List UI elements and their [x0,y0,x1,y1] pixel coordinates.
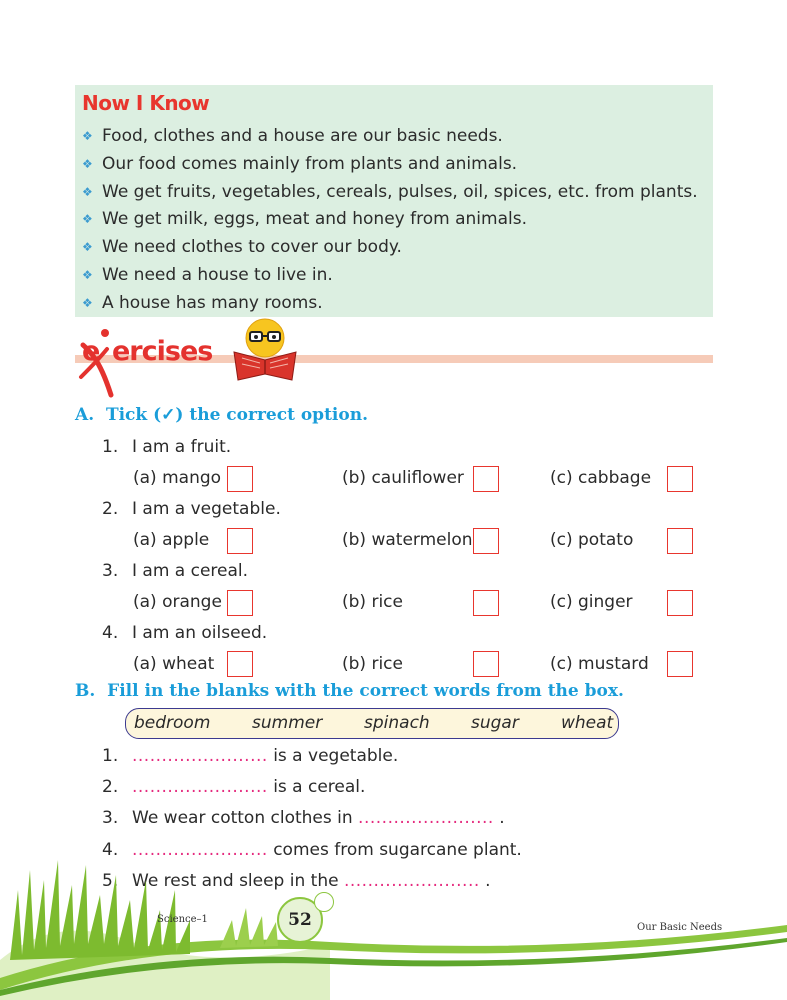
tick-box-3a[interactable] [227,590,253,616]
option-4c: (c) mustard [550,654,649,674]
option-1c: (c) cabbage [550,468,652,488]
diamond-bullet-icon: ❖ [82,156,93,171]
list-item: ❖ We need clothes to cover our body. [82,234,698,262]
list-item: ❖ Food, clothes and a house are our basic needs. [82,123,698,151]
section-b-heading: B. Fill in the blanks with the correct words from the box. [75,681,624,701]
exercises-x-mark-icon [77,325,117,400]
tick-box-2b[interactable] [473,528,499,554]
question-1: 1. I am a fruit. [102,437,232,457]
diamond-bullet-icon: ❖ [82,240,93,255]
section-a-heading: A. Tick (✓) the correct option. [75,405,369,425]
tick-box-3b[interactable] [473,590,499,616]
tick-box-4a[interactable] [227,651,253,677]
fill-item-2: 2. ....................... is a cereal. [102,777,366,797]
word-box [125,708,619,739]
word-option: sugar [471,713,519,733]
tick-box-1b[interactable] [473,466,499,492]
option-2c: (c) potato [550,530,634,550]
option-4b: (b) rice [342,654,403,674]
word-option: summer [252,713,323,733]
option-4a: (a) wheat [133,654,215,674]
diamond-bullet-icon: ❖ [82,129,93,143]
blank-field[interactable]: ....................... [132,746,268,766]
list-item: ❖ We get fruits, vegetables, cereals, pulses, oil, spices, etc. from plants. [82,179,698,207]
list-item: ❖ We get milk, eggs, meat and honey from animals. [82,206,698,234]
footer-chapter-title: Our Basic Needs [637,922,723,933]
fill-item-5: 5. We rest and sleep in the ....................... . [102,871,491,891]
blank-field[interactable]: ....................... [132,840,268,860]
option-2a: (a) apple [133,530,210,550]
list-item: ❖ We need a house to live in. [82,262,698,290]
blank-field[interactable]: ....................... [358,808,494,828]
fill-item-1: 1. ....................... is a vegetable. [102,746,399,766]
tick-box-1a[interactable] [227,466,253,492]
list-item: ❖ A house has many rooms. [82,290,698,318]
option-3b: (b) rice [342,592,403,612]
option-3c: (c) ginger [550,592,633,612]
question-3: 3. I am a cereal. [102,561,249,581]
tick-box-2a[interactable] [227,528,253,554]
tick-box-3c[interactable] [667,590,693,616]
tick-box-2c[interactable] [667,528,693,554]
footer-book-title: Science–1 [157,914,208,925]
diamond-bullet-icon: ❖ [82,212,93,227]
option-2b: (b) watermelon [342,530,473,550]
option-3a: (a) orange [133,592,222,612]
blank-field[interactable]: ....................... [343,871,480,891]
decorative-circle [314,892,334,912]
diamond-bullet-icon: ❖ [82,295,93,310]
blank-field[interactable]: ....................... [132,777,268,797]
now-i-know-box [75,85,713,317]
diamond-bullet-icon: ❖ [82,267,93,282]
tick-box-4c[interactable] [667,651,693,677]
tick-box-4b[interactable] [473,651,499,677]
now-i-know-title: Now I Know [82,91,210,115]
option-1b: (b) cauliflower [342,468,464,488]
word-option: spinach [364,713,430,733]
tick-box-1c[interactable] [667,466,693,492]
question-4: 4. I am an oilseed. [102,623,268,643]
option-1a: (a) mango [133,468,222,488]
fill-item-3: 3. We wear cotton clothes in ....................... . [102,808,505,828]
word-option: wheat [561,713,614,733]
reading-emoji-icon [230,316,300,382]
fill-item-4: 4. ....................... comes from sugarcane plant. [102,840,522,860]
diamond-bullet-icon: ❖ [82,184,93,199]
question-2: 2. I am a vegetable. [102,499,281,519]
now-i-know-list [82,123,698,318]
list-item: ❖ Our food comes mainly from plants and animals. [82,151,698,179]
page-number: 52 [277,897,323,943]
word-option: bedroom [134,713,211,733]
